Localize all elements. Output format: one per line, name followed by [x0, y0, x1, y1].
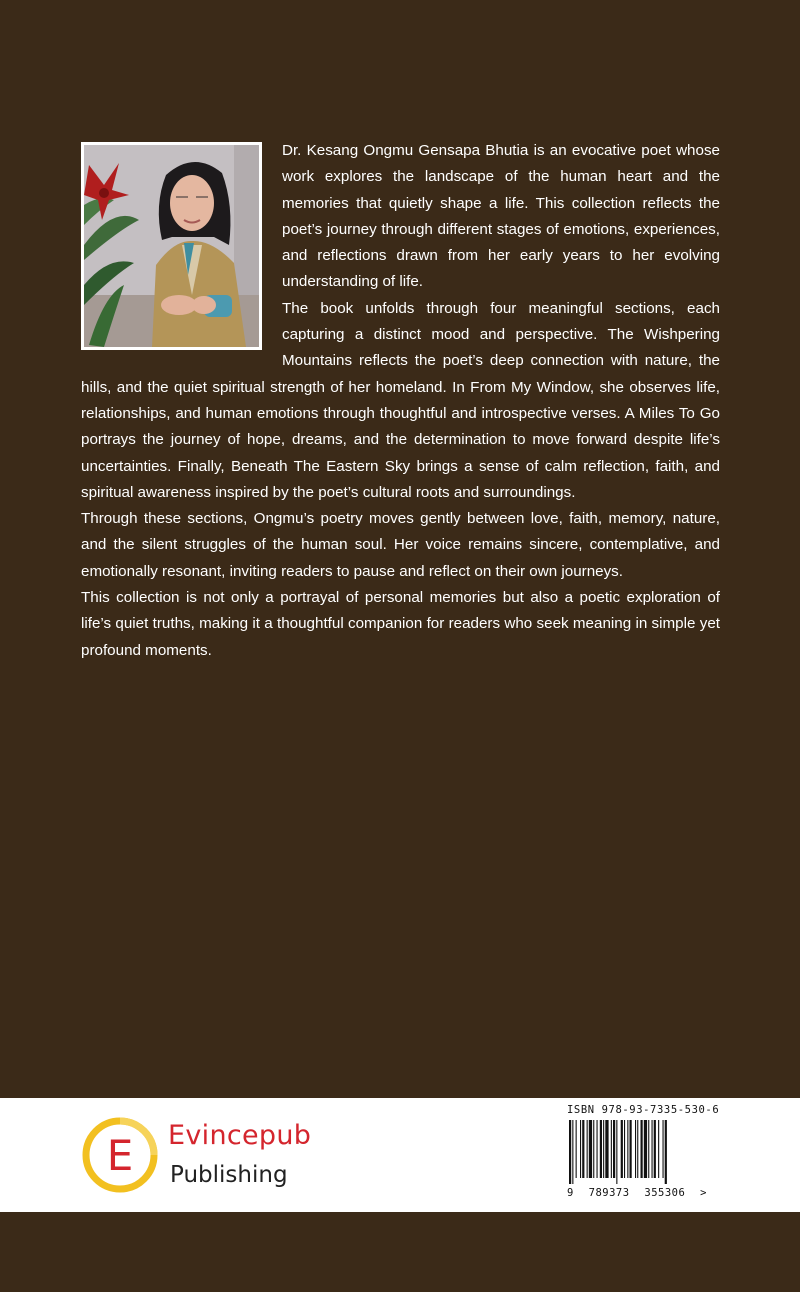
blurb-paragraph-author: Dr. Kesang Ongmu Gensapa Bhutia is an evocative poet whose work explores the landscape of the human heart and the memories that quietly shape a life. This collection reflects the poet’s journey through different stages of emotions, experiences, and reflections drawn from her early years to her evolving understanding of life. — [282, 142, 720, 291]
logo-letter: E — [106, 1131, 134, 1180]
isbn-label: ISBN 978-93-7335-530-6 — [567, 1104, 720, 1116]
publisher-subtitle: Publishing — [170, 1162, 288, 1188]
barcode-group-2: 355306 — [644, 1187, 686, 1199]
barcode-group-1: 789373 — [588, 1187, 630, 1199]
blurb-text — [81, 138, 720, 664]
barcode-bar — [613, 1120, 615, 1178]
barcode-bar — [616, 1120, 617, 1184]
barcode-bar — [635, 1120, 636, 1178]
barcode-bar — [621, 1120, 623, 1178]
barcode-bar — [600, 1120, 602, 1178]
blurb-paragraph-sections: The book unfolds through four meaningful sections, each capturing a distinct mood and perspective. The Wishpering Mountains reflects the poet’s deep connection with nature, the hills, and the quiet spiritual strength of her homeland. In From My Window, she observes life, relationships, and human emotions through thoughtful and introspective verses. A Miles To Go portrays the journey of hope, dreams, and the determination to move forward despite life’s uncertainties. Finally, Beneath The Eastern Sky brings a sense of calm reflection, faith, and spiritual awareness inspired by the poet’s cultural roots and surroundings. — [81, 299, 720, 501]
blurb-paragraph-closing: This collection is not only a portrayal of personal memories but also a poetic exploration of life’s quiet truths, making it a thoughtful companion for readers who seek meaning in simple yet profound moments. — [81, 589, 720, 659]
barcode-bar — [644, 1120, 647, 1178]
barcode-bar — [593, 1120, 594, 1178]
barcode-bar — [665, 1120, 667, 1184]
barcode-bar — [589, 1120, 592, 1178]
barcode-bar — [663, 1120, 664, 1178]
barcode-first-digit: 9 — [567, 1187, 574, 1199]
barcode-bar — [641, 1120, 643, 1178]
barcode-bar — [658, 1120, 659, 1178]
barcode-bar — [572, 1120, 573, 1184]
barcode-bar — [627, 1120, 628, 1178]
barcode-bar — [587, 1120, 588, 1178]
barcode-bar — [611, 1120, 612, 1178]
barcode-bar — [652, 1120, 653, 1178]
barcode-digits — [567, 1187, 707, 1199]
barcode-bar — [576, 1120, 577, 1178]
barcode-bar — [637, 1120, 638, 1178]
publisher-name: Evincepub — [168, 1120, 312, 1151]
barcode-bar — [648, 1120, 649, 1178]
barcode-bar — [605, 1120, 608, 1178]
barcode-bar — [597, 1120, 598, 1178]
barcode-bar — [603, 1120, 604, 1178]
publisher-logo-icon — [80, 1115, 160, 1195]
isbn-barcode — [567, 1120, 702, 1184]
blurb-paragraph-voice: Through these sections, Ongmu’s poetry moves gently between love, faith, memory, nature, and the silent struggles of the human soul. Her voice remains sincere, contemplative, and emotionally resonant, inviting readers to pause and reflect on their own journeys. — [81, 510, 720, 580]
barcode-bar — [624, 1120, 625, 1178]
barcode-bar — [630, 1120, 632, 1178]
barcode-bar — [582, 1120, 584, 1178]
barcode-bar — [569, 1120, 571, 1184]
barcode-bar — [580, 1120, 581, 1178]
barcode-bar — [654, 1120, 656, 1178]
barcode-end-mark: > — [700, 1187, 707, 1199]
